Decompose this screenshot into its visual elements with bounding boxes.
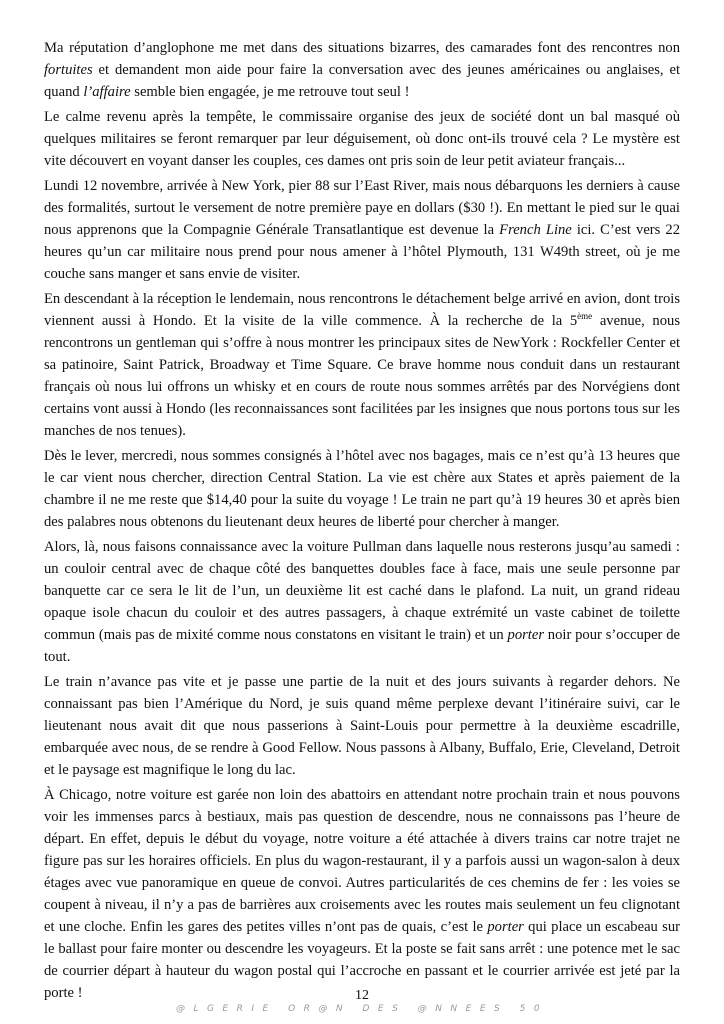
- text-run: Dès le lever, mercredi, nous sommes consignés à l’hôtel avec nos bagages, mais ce n’est qu’à 13 heures que le car vient nous chercher, direction Central Station. La vie est chère aux States et après paiement de la chambre il ne me reste que $14,40 pour la suite du voyage ! Le train ne part qu’à 19 heures 30 et après bien des palabres nous obtenons du lieutenant deux heures de liberté pour chercher à manger.: [44, 448, 680, 530]
- document-body: [44, 37, 680, 1007]
- page-number: 12: [355, 988, 369, 1003]
- paragraph: [44, 288, 680, 442]
- italic-term: porter: [507, 627, 544, 643]
- italic-term: French Line: [499, 222, 572, 238]
- paragraph: [44, 784, 680, 1004]
- paragraph: [44, 536, 680, 668]
- italic-term: l’affaire: [83, 84, 131, 100]
- paragraph: [44, 671, 680, 781]
- paragraph: [44, 37, 680, 103]
- text-run: avenue, nous rencontrons un gentleman qui s’offre à nous montrer les principaux sites de NewYork : Rockfeller Center et sa patinoire, Saint Patrick, Broadway et Time Square. Ce brave homme nous conduit dans un restaurant français où nous lui offrons un whisky et en cours de route nous sommes arrêtés par des Norvégiens dont certains vont aussi à Hondo (les reconnaissances sont facilitées par les insignes que nous portons tous sur les manches de nos tenues).: [44, 313, 680, 439]
- superscript: ème: [577, 311, 593, 322]
- paragraph: [44, 445, 680, 533]
- italic-term: porter: [487, 919, 524, 935]
- text-run: qui place un escabeau sur le ballast pour faire monter ou descendre les voyageurs. Et la poste se fait sans arrêt : une potence met le sac de courrier départ à hauteur du wagon postal qui l’accroche en passant et le courrier arrivée est jeté par la porte !: [44, 919, 681, 1001]
- paragraph: [44, 106, 680, 172]
- text-run: Le calme revenu après la tempête, le commissaire organise des jeux de société dont un bal masqué où quelques militaires se feront remarquer par leur déguisement, où donc ont-ils trouvé cela ? Le mystère est vite découvert en voyant danser les couples, ces dames ont pris soin de leur petit aviateur français...: [44, 109, 680, 169]
- footer-watermark: @LGERIE OR@N DES @NNEES 50: [175, 1004, 549, 1014]
- text-run: et demandent mon aide pour faire la conversation avec des jeunes américaines ou anglaises, et quand: [44, 62, 680, 100]
- text-run: ici. C’est vers 22 heures qu’un car militaire nous prend pour nous amener à l’hôtel Plymouth, 131 W49th street, où je me couche sans manger et sans envie de visiter.: [44, 222, 681, 282]
- text-run: À Chicago, notre voiture est garée non loin des abattoirs en attendant notre prochain train et nous pouvons voir les immenses parcs à bestiaux, mais pas question de descendre, nous ne connaissons pas l’heure de départ. En effet, depuis le début du voyage, notre voiture a été attachée à divers trains car notre trajet ne figure pas sur les horaires officiels. En plus du wagon-restaurant, il y a parfois aussi un wagon-salon à deux étages avec vue panoramique en queue de convoi. Autres particularités de ces chemins de fer : les voies se coupent à niveau, il n’y a pas de barrières aux croisements avec les routes mais seulement un feu clignotant et une cloche. Enfin les gares des petites villes n’ont pas de quais, c’est le: [44, 787, 680, 935]
- text-run: Le train n’avance pas vite et je passe une partie de la nuit et des jours suivants à regarder dehors. Ne connaissant pas bien l’Amérique du Nord, je suis quand même perplexe devant l’itinéraire suivi, car le lieutenant nous avait dit que nous passerions à Saint-Louis pour permettre à la deuxième escadrille, embarquée avec nous, de se rendre à Good Fellow. Nous passons à Albany, Buffalo, Erie, Cleveland, Detroit et le paysage est magnifique le long du lac.: [44, 674, 680, 778]
- paragraph: [44, 175, 680, 285]
- text-run: semble bien engagée, je me retrouve tout seul !: [130, 84, 410, 100]
- text-run: Lundi 12 novembre, arrivée à New York, pier 88 sur l’East River, mais nous débarquons les derniers à cause des formalités, surtout le versement de notre première paye en dollars ($30 !). En mettant le pied sur le quai nous apprenons que la Compagnie Générale Transatlantique est devenue la: [44, 178, 680, 238]
- text-run: noir pour s’occuper de tout.: [44, 627, 680, 665]
- text-run: Ma réputation d’anglophone me met dans des situations bizarres, des camarades font des rencontres non: [44, 40, 680, 56]
- italic-term: fortuites: [44, 62, 93, 78]
- text-run: Alors, là, nous faisons connaissance avec la voiture Pullman dans laquelle nous resterons jusqu’au samedi : un couloir central avec de chaque côté des banquettes doubles face à face, mais une seule personne par banquette car ce sera le lit de l’un, un deuxième lit est caché dans le plafond. La nuit, un grand rideau opaque isole chacun du couloir et des autres passagers, à chaque extrémité un vaste cabinet de toilette commun (mais pas de mixité comme nous constatons en visitant le train) et un: [44, 539, 680, 643]
- text-run: En descendant à la réception le lendemain, nous rencontrons le détachement belge arrivé en avion, dont trois viennent aussi à Hondo. Et la visite de la ville commence. À la recherche de la 5: [44, 291, 680, 329]
